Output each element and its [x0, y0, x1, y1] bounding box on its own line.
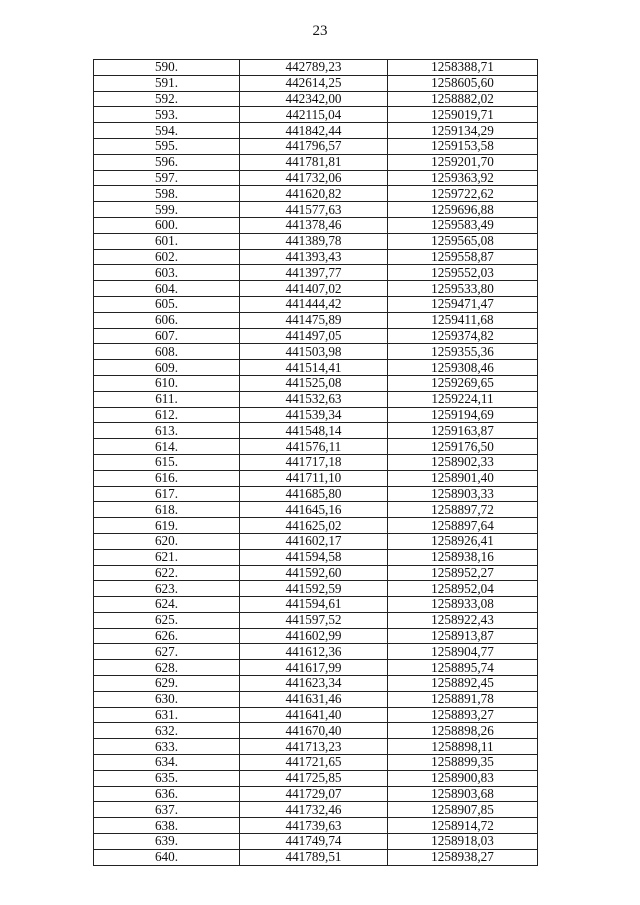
point-number-cell: 615.	[94, 454, 240, 470]
x-coordinate-cell: 441407,02	[240, 281, 388, 297]
table-row	[94, 597, 538, 613]
table-row	[94, 407, 538, 423]
point-number-cell: 614.	[94, 439, 240, 455]
y-coordinate-cell: 1259269,65	[388, 375, 538, 391]
y-coordinate-cell: 1259411,68	[388, 312, 538, 328]
x-coordinate-cell: 441393,43	[240, 249, 388, 265]
y-coordinate-cell: 1258952,27	[388, 565, 538, 581]
y-coordinate-cell: 1258898,11	[388, 739, 538, 755]
page-number: 23	[312, 23, 328, 39]
y-coordinate-cell: 1259194,69	[388, 407, 538, 423]
table-row	[94, 360, 538, 376]
x-coordinate-cell: 442614,25	[240, 75, 388, 91]
point-number-cell: 607.	[94, 328, 240, 344]
x-coordinate-cell: 441641,40	[240, 707, 388, 723]
table-row	[94, 454, 538, 470]
table-row	[94, 818, 538, 834]
table-row	[94, 233, 538, 249]
table-row	[94, 107, 538, 123]
point-number-cell: 613.	[94, 423, 240, 439]
x-coordinate-cell: 441497,05	[240, 328, 388, 344]
y-coordinate-cell: 1258913,87	[388, 628, 538, 644]
table-row	[94, 518, 538, 534]
point-number-cell: 597.	[94, 170, 240, 186]
point-number-cell: 627.	[94, 644, 240, 660]
table-row	[94, 644, 538, 660]
table-row	[94, 154, 538, 170]
table-row	[94, 502, 538, 518]
x-coordinate-cell: 441842,44	[240, 123, 388, 139]
y-coordinate-cell: 1259153,58	[388, 138, 538, 154]
x-coordinate-cell: 441739,63	[240, 818, 388, 834]
point-number-cell: 608.	[94, 344, 240, 360]
point-number-cell: 626.	[94, 628, 240, 644]
point-number-cell: 605.	[94, 296, 240, 312]
y-coordinate-cell: 1259363,92	[388, 170, 538, 186]
point-number-cell: 596.	[94, 154, 240, 170]
y-coordinate-cell: 1258907,85	[388, 802, 538, 818]
y-coordinate-cell: 1258900,83	[388, 770, 538, 786]
x-coordinate-cell: 441789,51	[240, 849, 388, 865]
x-coordinate-cell: 441532,63	[240, 391, 388, 407]
point-number-cell: 633.	[94, 739, 240, 755]
x-coordinate-cell: 441796,57	[240, 138, 388, 154]
point-number-cell: 635.	[94, 770, 240, 786]
y-coordinate-cell: 1259696,88	[388, 202, 538, 218]
point-number-cell: 628.	[94, 660, 240, 676]
table-row	[94, 202, 538, 218]
y-coordinate-cell: 1258605,60	[388, 75, 538, 91]
x-coordinate-cell: 441732,46	[240, 802, 388, 818]
point-number-cell: 618.	[94, 502, 240, 518]
table-row	[94, 391, 538, 407]
x-coordinate-cell: 441444,42	[240, 296, 388, 312]
table-row	[94, 739, 538, 755]
point-number-cell: 604.	[94, 281, 240, 297]
y-coordinate-cell: 1258895,74	[388, 660, 538, 676]
x-coordinate-cell: 441623,34	[240, 676, 388, 692]
x-coordinate-cell: 441717,18	[240, 454, 388, 470]
x-coordinate-cell: 442115,04	[240, 107, 388, 123]
x-coordinate-cell: 441670,40	[240, 723, 388, 739]
point-number-cell: 600.	[94, 217, 240, 233]
table-row	[94, 628, 538, 644]
y-coordinate-cell: 1259552,03	[388, 265, 538, 281]
x-coordinate-cell: 441645,16	[240, 502, 388, 518]
table-row	[94, 91, 538, 107]
y-coordinate-cell: 1259019,71	[388, 107, 538, 123]
table-row	[94, 423, 538, 439]
y-coordinate-cell: 1259471,47	[388, 296, 538, 312]
point-number-cell: 598.	[94, 186, 240, 202]
point-number-cell: 634.	[94, 755, 240, 771]
point-number-cell: 617.	[94, 486, 240, 502]
y-coordinate-cell: 1259176,50	[388, 439, 538, 455]
table-row	[94, 249, 538, 265]
coordinates-table-body	[94, 60, 538, 866]
x-coordinate-cell: 441732,06	[240, 170, 388, 186]
x-coordinate-cell: 441781,81	[240, 154, 388, 170]
table-row	[94, 486, 538, 502]
point-number-cell: 640.	[94, 849, 240, 865]
y-coordinate-cell: 1258933,08	[388, 597, 538, 613]
y-coordinate-cell: 1259565,08	[388, 233, 538, 249]
x-coordinate-cell: 441503,98	[240, 344, 388, 360]
table-row	[94, 138, 538, 154]
y-coordinate-cell: 1258901,40	[388, 470, 538, 486]
x-coordinate-cell: 441713,23	[240, 739, 388, 755]
point-number-cell: 632.	[94, 723, 240, 739]
table-row	[94, 186, 538, 202]
point-number-cell: 609.	[94, 360, 240, 376]
table-row	[94, 375, 538, 391]
point-number-cell: 625.	[94, 612, 240, 628]
point-number-cell: 591.	[94, 75, 240, 91]
table-row	[94, 217, 538, 233]
y-coordinate-cell: 1259374,82	[388, 328, 538, 344]
point-number-cell: 594.	[94, 123, 240, 139]
point-number-cell: 619.	[94, 518, 240, 534]
x-coordinate-cell: 441620,82	[240, 186, 388, 202]
table-row	[94, 470, 538, 486]
x-coordinate-cell: 441594,61	[240, 597, 388, 613]
y-coordinate-cell: 1258914,72	[388, 818, 538, 834]
point-number-cell: 623.	[94, 581, 240, 597]
point-number-cell: 611.	[94, 391, 240, 407]
table-row	[94, 60, 538, 76]
x-coordinate-cell: 441631,46	[240, 691, 388, 707]
x-coordinate-cell: 441592,60	[240, 565, 388, 581]
x-coordinate-cell: 441475,89	[240, 312, 388, 328]
table-row	[94, 439, 538, 455]
table-row	[94, 312, 538, 328]
x-coordinate-cell: 441397,77	[240, 265, 388, 281]
point-number-cell: 621.	[94, 549, 240, 565]
table-row	[94, 296, 538, 312]
table-row	[94, 549, 538, 565]
x-coordinate-cell: 442789,23	[240, 60, 388, 76]
x-coordinate-cell: 441685,80	[240, 486, 388, 502]
x-coordinate-cell: 442342,00	[240, 91, 388, 107]
point-number-cell: 636.	[94, 786, 240, 802]
x-coordinate-cell: 441592,59	[240, 581, 388, 597]
table-row	[94, 328, 538, 344]
y-coordinate-cell: 1258898,26	[388, 723, 538, 739]
x-coordinate-cell: 441389,78	[240, 233, 388, 249]
y-coordinate-cell: 1258902,33	[388, 454, 538, 470]
table-row	[94, 676, 538, 692]
point-number-cell: 639.	[94, 834, 240, 850]
y-coordinate-cell: 1258922,43	[388, 612, 538, 628]
y-coordinate-cell: 1259163,87	[388, 423, 538, 439]
y-coordinate-cell: 1258892,45	[388, 676, 538, 692]
table-row	[94, 723, 538, 739]
y-coordinate-cell: 1258893,27	[388, 707, 538, 723]
point-number-cell: 599.	[94, 202, 240, 218]
x-coordinate-cell: 441378,46	[240, 217, 388, 233]
x-coordinate-cell: 441721,65	[240, 755, 388, 771]
x-coordinate-cell: 441602,17	[240, 533, 388, 549]
x-coordinate-cell: 441749,74	[240, 834, 388, 850]
point-number-cell: 620.	[94, 533, 240, 549]
x-coordinate-cell: 441602,99	[240, 628, 388, 644]
table-row	[94, 75, 538, 91]
x-coordinate-cell: 441625,02	[240, 518, 388, 534]
y-coordinate-cell: 1258918,03	[388, 834, 538, 850]
table-row	[94, 281, 538, 297]
table-row	[94, 786, 538, 802]
y-coordinate-cell: 1259583,49	[388, 217, 538, 233]
table-row	[94, 170, 538, 186]
table-row	[94, 565, 538, 581]
y-coordinate-cell: 1258926,41	[388, 533, 538, 549]
x-coordinate-cell: 441597,52	[240, 612, 388, 628]
point-number-cell: 593.	[94, 107, 240, 123]
table-row	[94, 265, 538, 281]
y-coordinate-cell: 1258904,77	[388, 644, 538, 660]
table-row	[94, 660, 538, 676]
point-number-cell: 606.	[94, 312, 240, 328]
table-row	[94, 123, 538, 139]
table-row	[94, 533, 538, 549]
table-row	[94, 834, 538, 850]
point-number-cell: 603.	[94, 265, 240, 281]
point-number-cell: 637.	[94, 802, 240, 818]
x-coordinate-cell: 441514,41	[240, 360, 388, 376]
y-coordinate-cell: 1258903,68	[388, 786, 538, 802]
point-number-cell: 592.	[94, 91, 240, 107]
point-number-cell: 590.	[94, 60, 240, 76]
table-row	[94, 612, 538, 628]
table-row	[94, 691, 538, 707]
y-coordinate-cell: 1259308,46	[388, 360, 538, 376]
x-coordinate-cell: 441617,99	[240, 660, 388, 676]
table-row	[94, 755, 538, 771]
table-row	[94, 581, 538, 597]
table-row	[94, 849, 538, 865]
point-number-cell: 624.	[94, 597, 240, 613]
point-number-cell: 631.	[94, 707, 240, 723]
x-coordinate-cell: 441576,11	[240, 439, 388, 455]
point-number-cell: 602.	[94, 249, 240, 265]
x-coordinate-cell: 441577,63	[240, 202, 388, 218]
y-coordinate-cell: 1259224,11	[388, 391, 538, 407]
point-number-cell: 612.	[94, 407, 240, 423]
y-coordinate-cell: 1258897,64	[388, 518, 538, 534]
x-coordinate-cell: 441539,34	[240, 407, 388, 423]
y-coordinate-cell: 1258903,33	[388, 486, 538, 502]
y-coordinate-cell: 1259533,80	[388, 281, 538, 297]
x-coordinate-cell: 441725,85	[240, 770, 388, 786]
point-number-cell: 629.	[94, 676, 240, 692]
x-coordinate-cell: 441594,58	[240, 549, 388, 565]
point-number-cell: 622.	[94, 565, 240, 581]
y-coordinate-cell: 1258891,78	[388, 691, 538, 707]
y-coordinate-cell: 1258388,71	[388, 60, 538, 76]
point-number-cell: 610.	[94, 375, 240, 391]
table-row	[94, 344, 538, 360]
point-number-cell: 601.	[94, 233, 240, 249]
point-number-cell: 616.	[94, 470, 240, 486]
y-coordinate-cell: 1258938,16	[388, 549, 538, 565]
point-number-cell: 638.	[94, 818, 240, 834]
y-coordinate-cell: 1258938,27	[388, 849, 538, 865]
x-coordinate-cell: 441612,36	[240, 644, 388, 660]
point-number-cell: 630.	[94, 691, 240, 707]
x-coordinate-cell: 441711,10	[240, 470, 388, 486]
coordinates-table	[93, 59, 538, 866]
table-row	[94, 802, 538, 818]
point-number-cell: 595.	[94, 138, 240, 154]
y-coordinate-cell: 1259355,36	[388, 344, 538, 360]
x-coordinate-cell: 441525,08	[240, 375, 388, 391]
y-coordinate-cell: 1258882,02	[388, 91, 538, 107]
y-coordinate-cell: 1259558,87	[388, 249, 538, 265]
y-coordinate-cell: 1258952,04	[388, 581, 538, 597]
y-coordinate-cell: 1258899,35	[388, 755, 538, 771]
table-row	[94, 770, 538, 786]
table-row	[94, 707, 538, 723]
x-coordinate-cell: 441729,07	[240, 786, 388, 802]
y-coordinate-cell: 1259134,29	[388, 123, 538, 139]
x-coordinate-cell: 441548,14	[240, 423, 388, 439]
y-coordinate-cell: 1259722,62	[388, 186, 538, 202]
y-coordinate-cell: 1258897,72	[388, 502, 538, 518]
y-coordinate-cell: 1259201,70	[388, 154, 538, 170]
